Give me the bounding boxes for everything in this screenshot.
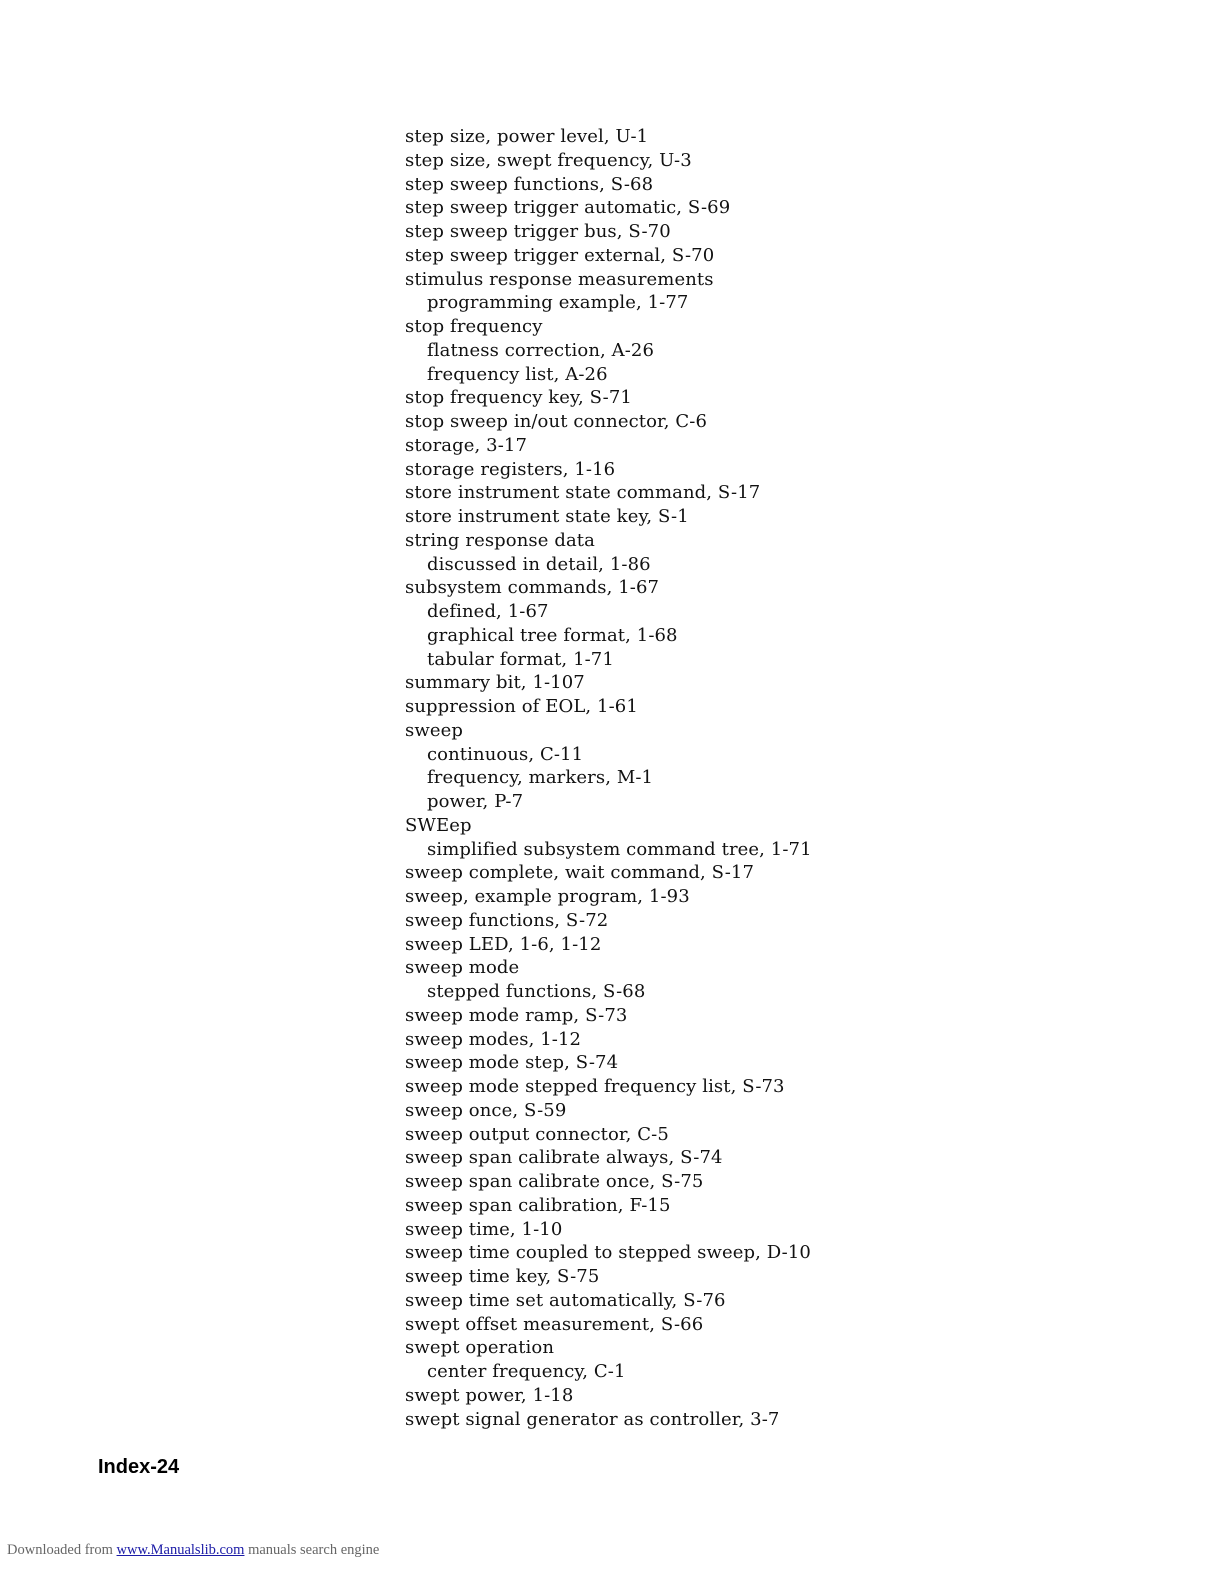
index-entry: storage registers, 1-16	[405, 458, 616, 480]
index-entry: sweep	[405, 719, 463, 741]
index-entry: sweep functions, S-72	[405, 909, 609, 931]
index-entry: stop sweep in/out connector, C-6	[405, 411, 708, 432]
page-number-label: Index-24	[98, 1456, 180, 1478]
index-subentry: flatness correction, A-26	[427, 339, 655, 361]
index-entry: store instrument state command, S-17	[405, 482, 761, 504]
index-subentry: tabular format, 1-71	[427, 648, 614, 670]
index-entry: SWEep	[405, 814, 472, 836]
index-entry: step size, power level, U-1	[405, 126, 649, 147]
index-entry: step sweep trigger external, S-70	[405, 244, 715, 266]
index-entry: sweep time key, S-75	[405, 1266, 600, 1287]
index-entry: swept signal generator as controller, 3-7	[405, 1408, 780, 1430]
index-entry: sweep span calibrate once, S-75	[405, 1171, 704, 1192]
index-entry: store instrument state key, S-1	[405, 506, 689, 527]
index-entry: stimulus response measurements	[405, 268, 714, 290]
index-subentry: center frequency, C-1	[427, 1361, 626, 1382]
index-entry: sweep span calibrate always, S-74	[405, 1147, 723, 1169]
index-entry: swept operation	[405, 1337, 555, 1359]
index-entry: sweep LED, 1-6, 1-12	[405, 933, 602, 955]
index-entry: sweep span calibration, F-15	[405, 1194, 671, 1216]
index-entry: summary bit, 1-107	[405, 672, 585, 694]
index-entry: sweep once, S-59	[405, 1099, 567, 1121]
index-entry: swept offset measurement, S-66	[405, 1313, 704, 1335]
footer-prefix: Downloaded from	[7, 1542, 113, 1558]
index-entry: stop frequency key, S-71	[405, 387, 632, 409]
index-subentry: programming example, 1-77	[427, 292, 689, 314]
index-entry: string response data	[405, 529, 595, 551]
index-entry: sweep time set automatically, S-76	[405, 1289, 726, 1311]
index-subentry: defined, 1-67	[427, 601, 549, 622]
index-entry: storage, 3-17	[405, 434, 528, 456]
index-subentry: graphical tree format, 1-68	[427, 624, 678, 646]
index-entry: step sweep trigger automatic, S-69	[405, 197, 731, 219]
index-entry: sweep mode	[405, 957, 520, 979]
index-entry: step sweep trigger bus, S-70	[405, 221, 671, 242]
index-subentry: continuous, C-11	[427, 743, 584, 765]
index-entry: sweep time coupled to stepped sweep, D-10	[405, 1242, 811, 1264]
manualslib-link[interactable]: www.Manualslib.com	[116, 1542, 245, 1558]
index-entry: sweep mode step, S-74	[405, 1052, 619, 1074]
index-subentry: stepped functions, S-68	[427, 981, 646, 1002]
index-entry: sweep output connector, C-5	[405, 1123, 669, 1145]
index-entry: sweep modes, 1-12	[405, 1028, 582, 1050]
index-entry: step size, swept frequency, U-3	[405, 149, 692, 171]
index-entry: sweep, example program, 1-93	[405, 886, 690, 907]
index-entry: sweep mode ramp, S-73	[405, 1004, 628, 1026]
index-entry: sweep complete, wait command, S-17	[405, 862, 755, 884]
index-list	[405, 125, 1045, 1431]
index-subentry: simplified subsystem command tree, 1-71	[427, 838, 812, 860]
footer-suffix: manuals search engine	[248, 1542, 380, 1558]
index-subentry: discussed in detail, 1-86	[427, 553, 651, 575]
index-entry: stop frequency	[405, 316, 543, 337]
download-footer	[7, 1542, 379, 1559]
index-entry: sweep mode stepped frequency list, S-73	[405, 1076, 785, 1097]
index-subentry: power, P-7	[427, 791, 524, 812]
index-entry: suppression of EOL, 1-61	[405, 696, 638, 717]
index-entry: subsystem commands, 1-67	[405, 577, 660, 599]
index-entry: step sweep functions, S-68	[405, 173, 654, 195]
index-entry: sweep time, 1-10	[405, 1218, 563, 1240]
index-subentry: frequency, markers, M-1	[427, 767, 654, 789]
index-entry: swept power, 1-18	[405, 1384, 574, 1406]
index-subentry: frequency list, A-26	[427, 363, 608, 385]
